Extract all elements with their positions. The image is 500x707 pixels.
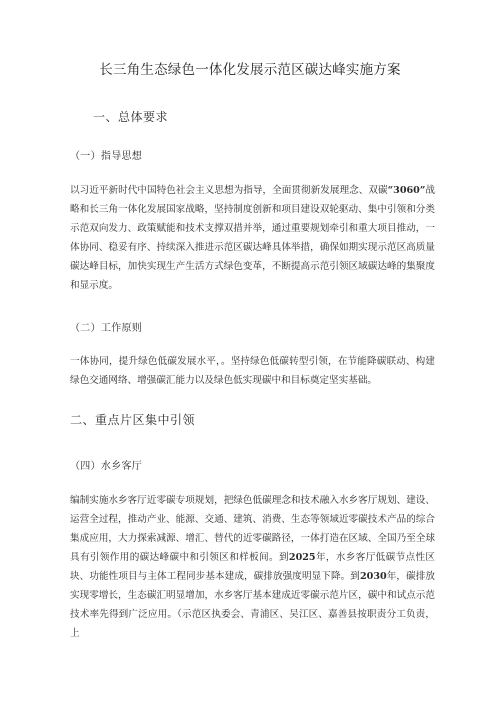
year-2025: 2025	[288, 552, 316, 563]
subsection-heading-guiding-ideology: （一）指导思想	[70, 151, 143, 162]
paragraph-water-town-hall	[70, 491, 435, 643]
paragraph-text: 年，碳排放实现零增长，生态碳汇明显增加，水乡客厅基本建成近零碳示范片区，碳中和试点示范技术率先得到广泛应用。（示范区执委会、青浦区、吴江区、嘉善县按职责分工负责，上	[70, 571, 436, 639]
section-heading-general-requirements: 一、总体要求	[93, 110, 169, 124]
year-2030: 2030	[359, 571, 387, 582]
paragraph-guiding-ideology	[70, 181, 435, 295]
paragraph-text: 年，水乡客厅低碳节点性区块、功能性项目与主体工程同步基本建成，碳排放强度明显下降。到	[70, 552, 436, 582]
paragraph-work-principles: 一体协同，提升绿色低碳发展水平，。坚持绿色低碳转型引领，在节能降碳联动、构建绿色交通网络、增强碳汇能力以及绿色低实现碳中和目标奠定坚实基础。	[70, 356, 435, 386]
document-title: 长三角生态绿色一体化发展示范区碳达峰实施方案	[99, 62, 401, 78]
paragraph-text: 编制实施水乡客厅近零碳专项规划，把绿色低碳理念和技术融入水乡客厅规划、建设、运营全过程，推动产业、能源、交通、建筑、消费、生态等领域近零碳技术产品的综合集成应用，大力探索减源、增汇、替代的近零碳路径，一体打造在区域、全国乃至全球具有引领作用的碳达峰碳中和引领区和样板间。到	[70, 495, 435, 563]
section-heading-key-areas: 二、重点片区集中引领	[70, 413, 196, 427]
subsection-heading-work-principles: （二）工作原则	[70, 323, 143, 334]
subsection-heading-water-town-hall: （四）水乡客厅	[70, 461, 143, 472]
bold-term: “3060”	[387, 185, 426, 196]
paragraph-text: 以习近平新时代中国特色社会主义思想为指导，全面贯彻新发展理念、双碳	[70, 185, 388, 196]
paragraph-text: 战略和长三角一体化发展国家战略，坚持制度创新和项目建设双轮驱动、集中引领和分类示范双向发力、政策赋能和技术支撑双措并举，通过重要规划牵引和重大项目推动，一体协同、稳妥有序、持续深入推进示范区碳达峰具体举措，确保如期实现示范区高质量碳达峰目标，加快实现生产生活方式绿色变革，不断提高示范引领区域碳达峰的集聚度和显示度。	[70, 185, 435, 291]
